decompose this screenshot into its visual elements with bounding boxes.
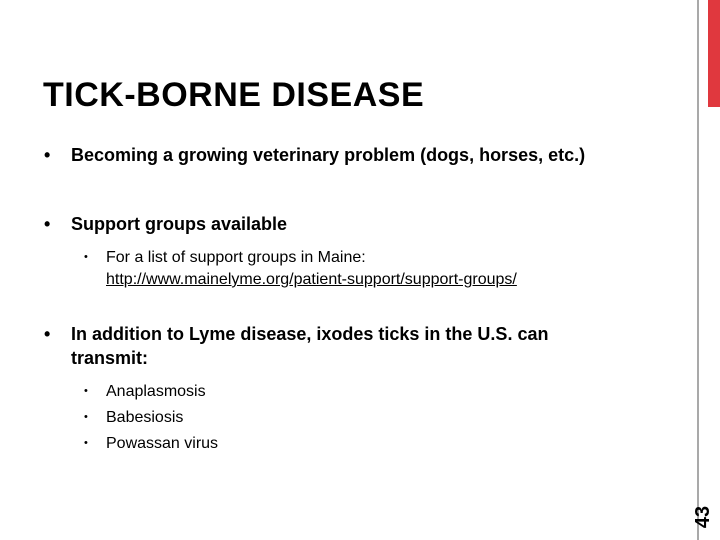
red-accent-bar [708,0,720,107]
slide-title: TICK-BORNE DISEASE [43,76,425,114]
bullet-text: Becoming a growing veterinary problem (dogs, horses, etc.) [71,145,586,165]
page-number: 43 [692,505,714,529]
sub-bullet-dot: • [84,411,88,423]
sub-bullet-text: Babesiosis [106,409,184,426]
bullet-text: Support groups available [71,214,288,234]
bullet-dot: • [44,145,51,165]
sub-bullet-text: For a list of support groups in Maine: [106,249,366,266]
bullet-text-continuation: transmit: [71,348,149,368]
bullet-dot: • [44,214,51,234]
bullet-text: In addition to Lyme disease, ixodes ticks in the U.S. can [71,324,549,344]
bullet-dot: • [44,324,51,344]
slide-right-rule [697,0,699,540]
support-groups-link[interactable]: http://www.mainelyme.org/patient-support/support-groups/ [106,271,517,288]
sub-bullet-dot: • [84,251,88,263]
sub-bullet-text: Anaplasmosis [106,383,206,400]
sub-bullet-dot: • [84,385,88,397]
sub-bullet-dot: • [84,437,88,449]
sub-bullet-text: Powassan virus [106,435,219,452]
